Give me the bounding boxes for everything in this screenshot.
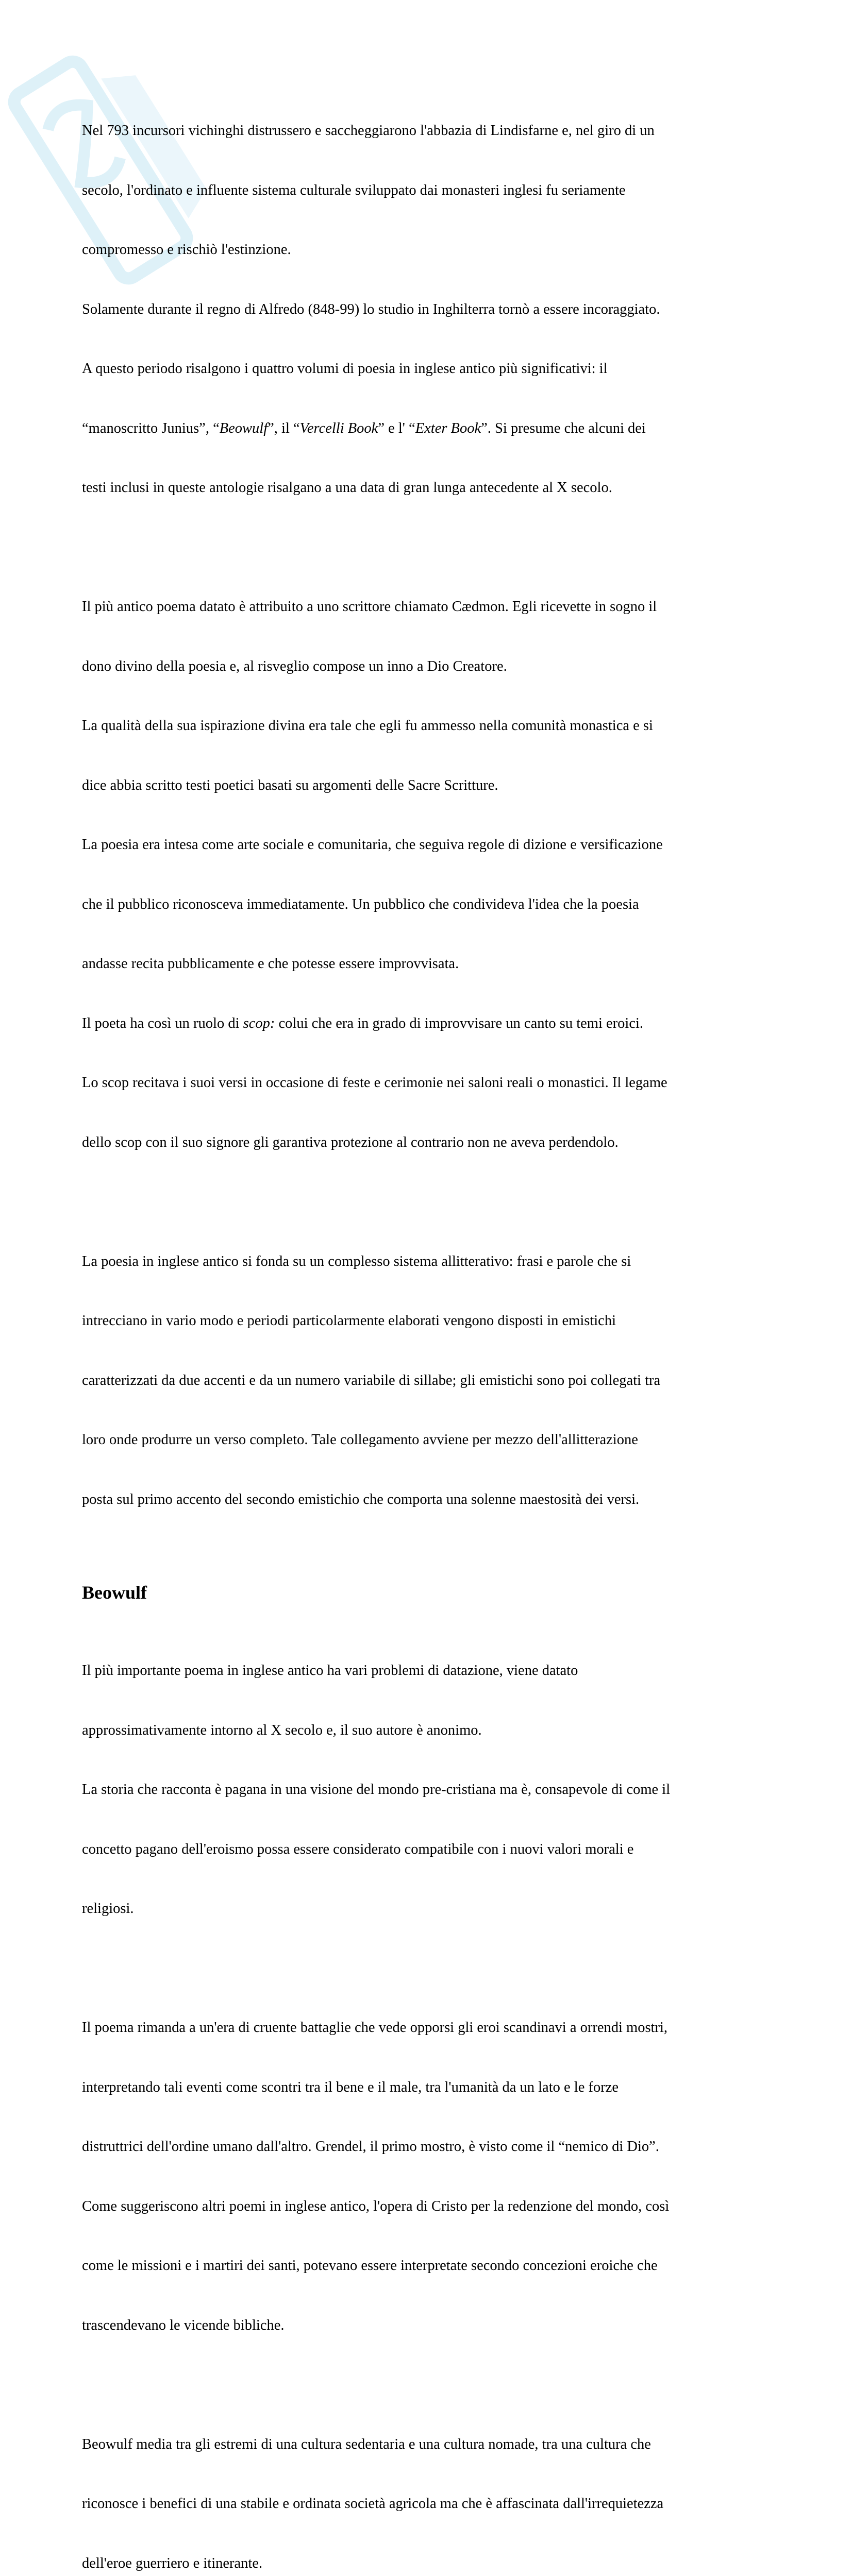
section-heading-beowulf: Beowulf — [82, 1581, 778, 1604]
term-scop: scop: — [243, 1015, 275, 1031]
text-run: ”. Si presume che alcuni dei — [481, 420, 646, 436]
text-line: secolo, l'ordinato e influente sistema culturale sviluppato dai monasteri inglesi fu seriamente — [82, 181, 778, 201]
text-line: dello scop con il suo signore gli garantiva protezione al contrario non ne aveva perdendolo. — [82, 1133, 778, 1153]
text-line: Il più antico poema datato è attribuito a uno scrittore chiamato Cædmon. Egli ricevette in sogno il — [82, 597, 778, 617]
text-line: interpretando tali eventi come scontri tra il bene e il male, tra l'umanità da un lato e le forze — [82, 2078, 778, 2098]
text-line-manuscripts — [82, 419, 778, 439]
text-line: come le missioni e i martiri dei santi, potevano essere interpretate secondo concezioni eroiche che — [82, 2256, 778, 2276]
text-line: La poesia era intesa come arte sociale e comunitaria, che seguiva regole di dizione e versificazione — [82, 835, 778, 855]
text-line: Nel 793 incursori vichinghi distrussero e saccheggiarono l'abbazia di Lindisfarne e, nel giro di un — [82, 121, 778, 141]
text-line: La qualità della sua ispirazione divina era tale che egli fu ammesso nella comunità monastica e si — [82, 716, 778, 736]
text-line: Beowulf media tra gli estremi di una cultura sedentaria e una cultura nomade, tra una cultura che — [82, 2435, 778, 2455]
text-line: posta sul primo accento del secondo emistichio che comporta una solenne maestosità dei versi. — [82, 1490, 778, 1510]
text-line: La storia che racconta è pagana in una visione del mondo pre-cristiana ma è, consapevole di come il — [82, 1780, 778, 1800]
text-line: andasse recita pubblicamente e che potesse essere improvvisata. — [82, 954, 778, 974]
text-line: La poesia in inglese antico si fonda su un complesso sistema allitterativo: frasi e parole che si — [82, 1252, 778, 1272]
text-line: Il poema rimanda a un'era di cruente battaglie che vede opporsi gli eroi scandinavi a orrendi mostri, — [82, 2018, 778, 2038]
text-line: dono divino della poesia e, al risveglio compose un inno a Dio Creatore. — [82, 657, 778, 677]
title-vercelli-book: Vercelli Book — [300, 420, 378, 436]
text-run: “manoscritto Junius”, “ — [82, 420, 220, 436]
text-line: A questo periodo risalgono i quattro volumi di poesia in inglese antico più significativi: il — [82, 359, 778, 379]
text-line-scop — [82, 1014, 778, 1034]
text-run: ” e l' “ — [378, 420, 415, 436]
text-line: trascendevano le vicende bibliche. — [82, 2316, 778, 2336]
text-line: intrecciano in vario modo e periodi particolarmente elaborati vengono disposti in emistichi — [82, 1311, 778, 1331]
text-line: Lo scop recitava i suoi versi in occasione di feste e cerimonie nei saloni reali o monastici. Il legame — [82, 1073, 778, 1093]
text-line: Il più importante poema in inglese antico ha vari problemi di datazione, viene datato — [82, 1661, 778, 1681]
text-line: approssimativamente intorno al X secolo e, il suo autore è anonimo. — [82, 1721, 778, 1741]
text-line: riconosce i benefici di una stabile e ordinata società agricola ma che è affascinata dall'irrequietezza — [82, 2494, 778, 2514]
title-exter-book: Exter Book — [415, 420, 481, 436]
text-line: che il pubblico riconosceva immediatamente. Un pubblico che condivideva l'idea che la poesia — [82, 895, 778, 915]
text-line: dell'eroe guerriero e itinerante. — [82, 2554, 778, 2574]
document-page — [82, 81, 778, 2576]
text-line: testi inclusi in queste antologie risalgano a una data di gran lunga antecedente al X secolo. — [82, 478, 778, 498]
paragraph-beowulf-battles — [82, 1978, 778, 2375]
text-run: Il poeta ha così un ruolo di — [82, 1015, 243, 1031]
text-line: loro onde produrre un verso completo. Tale collegamento avviene per mezzo dell'allitterazione — [82, 1430, 778, 1450]
paragraph-gap — [82, 1959, 778, 1979]
text-line: Come suggeriscono altri poemi in inglese antico, l'opera di Cristo per la redenzione del mondo, così — [82, 2197, 778, 2217]
text-line: concetto pagano dell'eroismo possa essere considerato compatibile con i nuovi valori morali e — [82, 1840, 778, 1860]
paragraph-caedmon — [82, 557, 778, 1192]
text-line: Solamente durante il regno di Alfredo (848-99) lo studio in Inghilterra tornò a essere incoraggiato. — [82, 300, 778, 320]
paragraph-gap — [82, 538, 778, 558]
paragraph-gap — [82, 1192, 778, 1212]
paragraph-gap — [82, 2375, 778, 2395]
text-run: ”, il “ — [268, 420, 300, 436]
paragraph-alliteration — [82, 1212, 778, 1550]
text-line: compromesso e rischiò l'estinzione. — [82, 240, 778, 260]
paragraph-beowulf-culture — [82, 2395, 778, 2576]
heading-gap — [82, 1604, 778, 1621]
text-line: distruttrici dell'ordine umano dall'altro. Grendel, il primo mostro, è visto come il “nemico di Dio”. — [82, 2137, 778, 2157]
text-line: dice abbia scritto testi poetici basati su argomenti delle Sacre Scritture. — [82, 776, 778, 796]
section-gap — [82, 1549, 778, 1581]
title-beowulf: Beowulf — [220, 420, 268, 436]
text-line: religiosi. — [82, 1899, 778, 1919]
text-run: colui che era in grado di improvvisare un canto su temi eroici. — [275, 1015, 643, 1031]
text-line: caratterizzati da due accenti e da un numero variabile di sillabe; gli emistichi sono poi collegati tra — [82, 1371, 778, 1391]
paragraph-beowulf-dating — [82, 1621, 778, 1959]
paragraph-lindisfarne — [82, 81, 778, 538]
